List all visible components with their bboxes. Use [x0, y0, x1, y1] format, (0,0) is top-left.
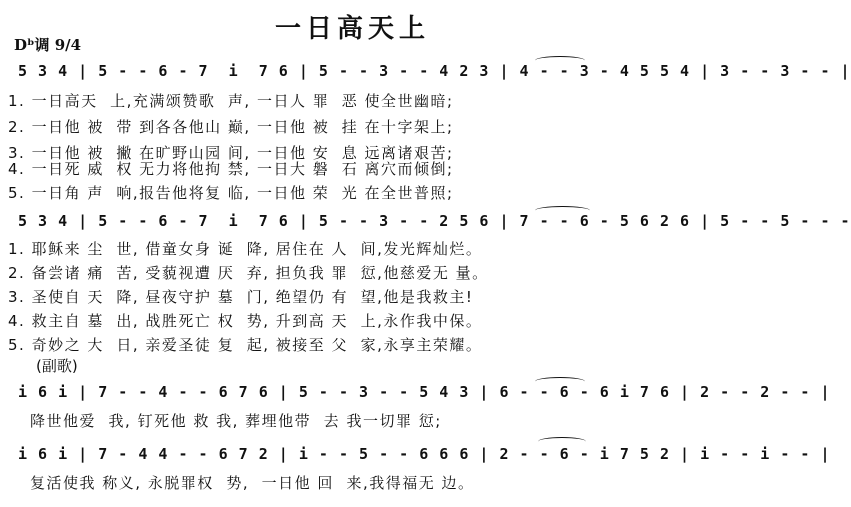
lyric-line: 5. 奇妙之 大 日, 亲爱圣徒 复 起, 被接至 父 家,永享主荣耀。 — [8, 336, 483, 354]
lyric-line: 3. 一日他 被 撇 在旷野山园 间, 一日他 安 息 远离诸艰苦; — [8, 144, 454, 162]
key-signature: Dᵇ调 9/4 — [14, 36, 82, 54]
lyric-line: 4. 救主自 墓 出, 战胜死亡 权 势, 升到高 天 上,永作我中保。 — [8, 312, 483, 330]
page-title: 一日高天上 — [275, 14, 431, 44]
lyric-line: 4. 一日死 威 权 无力将他拘 禁, 一日大 磐 石 离穴而倾倒; — [8, 160, 454, 178]
lyric-line: 复活使我 称义, 永脱罪权 势, 一日他 回 来,我得福无 边。 — [30, 474, 475, 492]
slur-3 — [535, 377, 585, 386]
slur-1 — [535, 56, 585, 65]
lyric-line: 2. 一日他 被 带 到各各他山 巅, 一日他 被 挂 在十字架上; — [8, 118, 454, 136]
lyric-line: 5. 一日角 声 响,报告他将复 临, 一日他 荣 光 在全世普照; — [8, 184, 454, 202]
lyric-line: 1. 一日高天 上,充满颂赞歌 声, 一日人 罪 恶 使全世幽暗; — [8, 92, 454, 110]
slur-4 — [538, 437, 586, 446]
notation-line-4: i 6 i | 7 - 4 4 - - 6 7 2 | i - - 5 - - 6 6 6 | 2 - - 6 - i 7 5 2 | i - - i - - | — [18, 445, 831, 463]
lyric-line: 3. 圣使自 天 降, 昼夜守护 墓 门, 绝望仍 有 望,他是我救主! — [8, 288, 474, 306]
lyric-line: 1. 耶稣来 尘 世, 借童女身 诞 降, 居住在 人 间,发光辉灿烂。 — [8, 240, 483, 258]
lyric-line: 2. 备尝诸 痛 苦, 受藐视遭 厌 弃, 担负我 罪 愆,他慈爱无 量。 — [8, 264, 489, 282]
notation-line-3: i 6 i | 7 - - 4 - - 6 7 6 | 5 - - 3 - - 5 4 3 | 6 - - 6 - 6 i 7 6 | 2 - - 2 - - | — [18, 383, 831, 401]
notation-line-2: 5 3 4 | 5 - - 6 - 7 i 7 6 | 5 - - 3 - - 2 5 6 | 7 - - 6 - 5 6 2 6 | 5 - - 5 - - - — [18, 212, 851, 230]
chorus-label: (副歌) — [36, 357, 78, 375]
lyric-line: 降世他爱 我, 钉死他 救 我, 葬埋他带 去 我一切罪 愆; — [30, 412, 442, 430]
notation-line-1: 5 3 4 | 5 - - 6 - 7 i 7 6 | 5 - - 3 - - 4 2 3 | 4 - - 3 - 4 5 5 4 | 3 - - 3 - - | — [18, 62, 851, 80]
slur-2 — [535, 206, 590, 215]
